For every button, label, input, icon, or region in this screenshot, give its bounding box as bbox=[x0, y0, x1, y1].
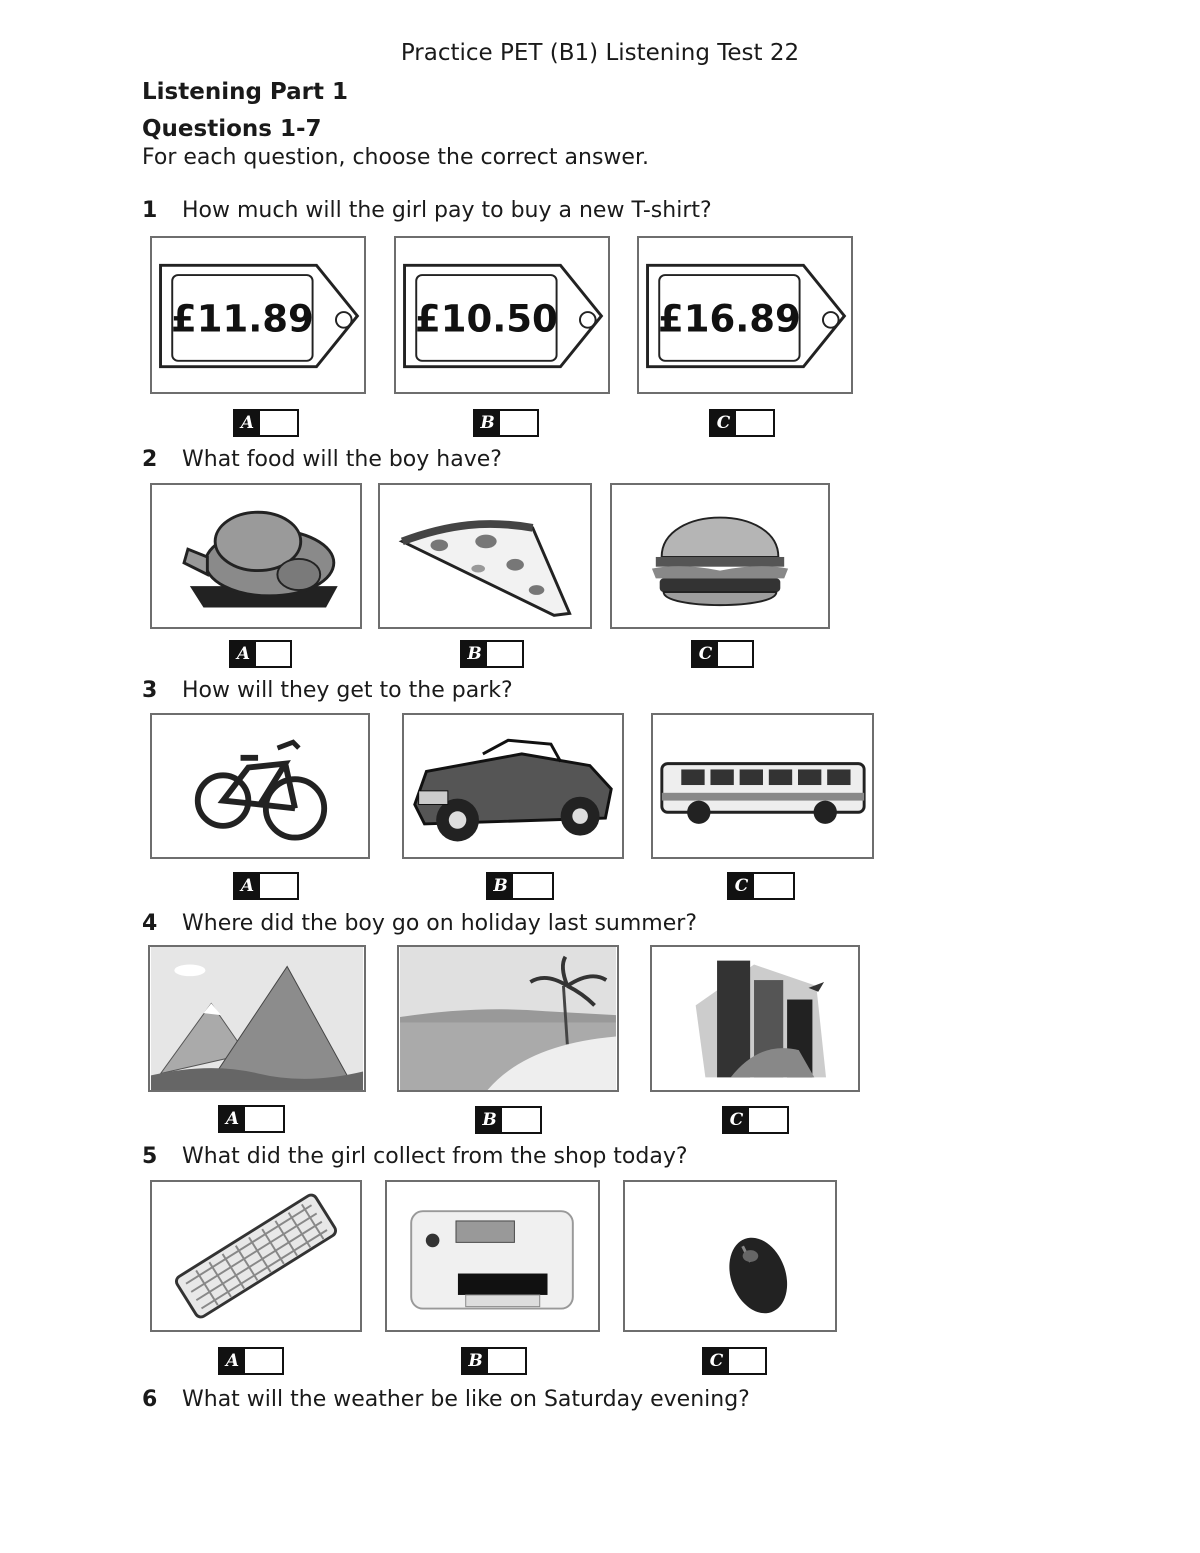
price-tag-icon bbox=[152, 238, 364, 392]
answer-checkbox-4c[interactable] bbox=[722, 1106, 789, 1134]
option-letter: B bbox=[475, 411, 500, 435]
answer-checkbox-3c[interactable] bbox=[727, 872, 795, 900]
option-3a-bicycle[interactable] bbox=[150, 713, 370, 859]
bus-icon bbox=[653, 715, 872, 857]
option-letter: C bbox=[693, 642, 718, 666]
option-letter: C bbox=[724, 1108, 749, 1132]
option-letter: A bbox=[231, 642, 256, 666]
question-text: What food will the boy have? bbox=[182, 447, 502, 472]
option-letter: C bbox=[729, 874, 754, 898]
answer-checkbox-5a[interactable] bbox=[218, 1347, 284, 1375]
option-5c-mouse[interactable] bbox=[623, 1180, 837, 1332]
option-letter: A bbox=[220, 1107, 245, 1131]
roast-chicken-icon bbox=[152, 485, 360, 627]
option-4b-beach[interactable] bbox=[397, 945, 619, 1092]
option-4a-mountains[interactable] bbox=[148, 945, 366, 1092]
answer-checkbox-2a[interactable] bbox=[229, 640, 292, 668]
option-letter: C bbox=[704, 1349, 729, 1373]
hamburger-icon bbox=[612, 485, 828, 627]
answer-checkbox-1a[interactable] bbox=[233, 409, 299, 437]
answer-checkbox-3b[interactable] bbox=[486, 872, 554, 900]
option-4c-city[interactable] bbox=[650, 945, 860, 1092]
mountains-icon bbox=[150, 947, 364, 1090]
option-5a-keyboard[interactable] bbox=[150, 1180, 362, 1332]
option-letter: B bbox=[463, 1349, 488, 1373]
answer-checkbox-2b[interactable] bbox=[460, 640, 524, 668]
document-title: Practice PET (B1) Listening Test 22 bbox=[400, 40, 800, 66]
answer-checkbox-4b[interactable] bbox=[475, 1106, 542, 1134]
question-number: 2 bbox=[142, 447, 158, 472]
part-title: Listening Part 1 bbox=[142, 79, 349, 105]
printer-icon bbox=[387, 1182, 598, 1330]
answer-checkbox-3a[interactable] bbox=[233, 872, 299, 900]
question-number: 3 bbox=[142, 678, 158, 703]
answer-checkbox-4a[interactable] bbox=[218, 1105, 285, 1133]
option-1b-price-tag[interactable] bbox=[394, 236, 610, 394]
answer-checkbox-1b[interactable] bbox=[473, 409, 539, 437]
option-letter: A bbox=[220, 1349, 245, 1373]
option-5b-printer[interactable] bbox=[385, 1180, 600, 1332]
price-tag-icon bbox=[639, 238, 851, 392]
beach-icon bbox=[399, 947, 617, 1090]
question-text: How much will the girl pay to buy a new T-shirt? bbox=[182, 198, 712, 223]
option-2a-roast-chicken[interactable] bbox=[150, 483, 362, 629]
question-4 bbox=[142, 911, 697, 936]
question-text: How will they get to the park? bbox=[182, 678, 513, 703]
option-2b-pizza-slice[interactable] bbox=[378, 483, 592, 629]
option-1a-price-tag[interactable] bbox=[150, 236, 366, 394]
option-letter: A bbox=[235, 411, 260, 435]
question-number: 6 bbox=[142, 1387, 158, 1412]
option-1c-price-tag[interactable] bbox=[637, 236, 853, 394]
option-2c-hamburger[interactable] bbox=[610, 483, 830, 629]
option-letter: B bbox=[462, 642, 487, 666]
bicycle-icon bbox=[152, 715, 368, 857]
price-label: £16.89 bbox=[657, 297, 801, 341]
answer-checkbox-5b[interactable] bbox=[461, 1347, 527, 1375]
option-3c-bus[interactable] bbox=[651, 713, 874, 859]
option-letter: B bbox=[488, 874, 513, 898]
option-letter: A bbox=[235, 874, 260, 898]
price-label: £10.50 bbox=[414, 297, 558, 341]
questions-range: Questions 1-7 bbox=[142, 116, 322, 142]
question-text: What did the girl collect from the shop today? bbox=[182, 1144, 688, 1169]
question-number: 1 bbox=[142, 198, 158, 223]
keyboard-icon bbox=[152, 1182, 360, 1330]
option-letter: C bbox=[711, 411, 736, 435]
question-number: 5 bbox=[142, 1144, 158, 1169]
question-2 bbox=[142, 447, 502, 472]
question-1 bbox=[142, 198, 712, 223]
option-letter: B bbox=[477, 1108, 502, 1132]
price-tag-icon bbox=[396, 238, 608, 392]
mouse-icon bbox=[625, 1182, 835, 1330]
question-5 bbox=[142, 1144, 688, 1169]
question-3 bbox=[142, 678, 513, 703]
answer-checkbox-5c[interactable] bbox=[702, 1347, 767, 1375]
city-icon bbox=[652, 947, 858, 1090]
question-number: 4 bbox=[142, 911, 158, 936]
price-label: £11.89 bbox=[170, 297, 314, 341]
question-6 bbox=[142, 1387, 750, 1412]
question-text: Where did the boy go on holiday last summer? bbox=[182, 911, 697, 936]
question-text: What will the weather be like on Saturday evening? bbox=[182, 1387, 750, 1412]
answer-checkbox-2c[interactable] bbox=[691, 640, 754, 668]
instructions: For each question, choose the correct answer. bbox=[142, 145, 649, 170]
answer-checkbox-1c[interactable] bbox=[709, 409, 775, 437]
car-icon bbox=[404, 715, 622, 857]
option-3b-car[interactable] bbox=[402, 713, 624, 859]
pizza-slice-icon bbox=[380, 485, 590, 627]
